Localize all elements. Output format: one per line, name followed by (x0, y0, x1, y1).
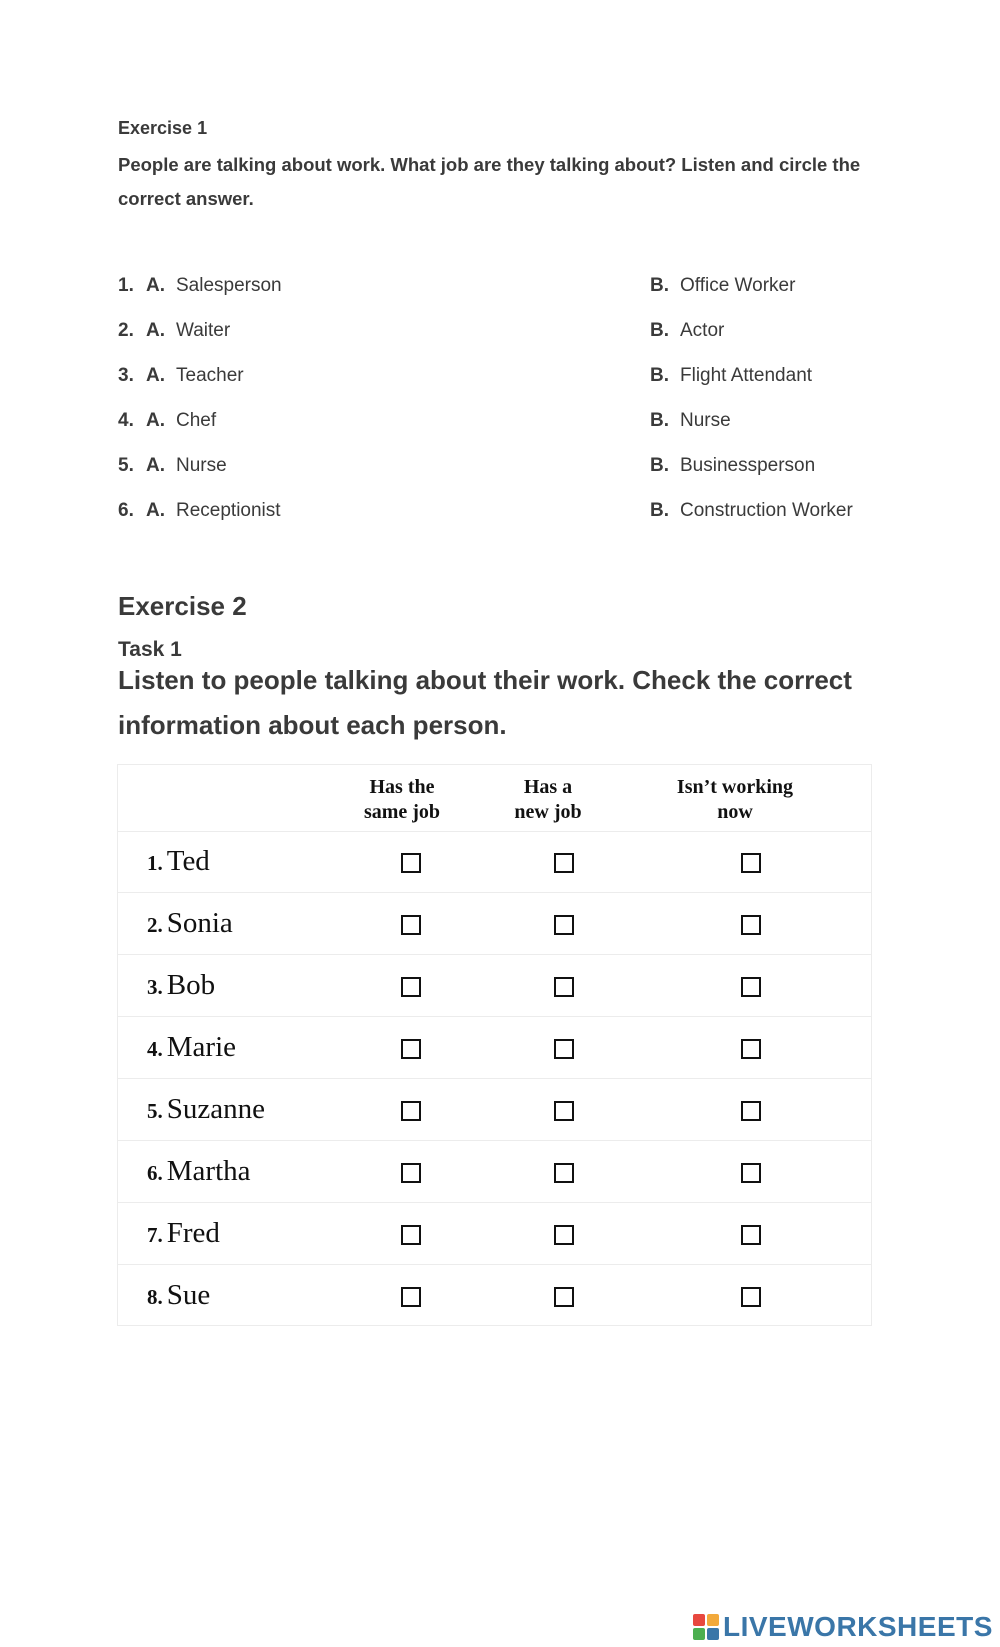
checkbox-not-working[interactable] (741, 853, 761, 873)
person-cell (147, 845, 210, 878)
person-name: Martha (166, 1155, 251, 1187)
check-table (117, 764, 872, 1326)
checkbox-new-job[interactable] (554, 1163, 574, 1183)
column-header-not-working (645, 775, 825, 825)
table-row (118, 1141, 871, 1203)
person-name: Fred (166, 1217, 220, 1249)
option-b-letter[interactable]: B. (650, 410, 669, 431)
question-number: 1. (118, 275, 134, 296)
person-number: 7. (147, 1223, 163, 1247)
table-row (118, 955, 871, 1017)
option-b-text[interactable]: Businessperson (680, 455, 816, 476)
task-instruction: Listen to people talking about their work. Check the correct information about each person. (118, 665, 852, 740)
option-b-letter[interactable]: B. (650, 500, 669, 521)
question-number: 5. (118, 455, 134, 476)
option-b-text[interactable]: Construction Worker (680, 500, 853, 521)
option-a-letter[interactable]: A. (146, 455, 165, 476)
liveworksheets-logo-icon (693, 1614, 719, 1640)
person-number: 6. (147, 1161, 163, 1185)
checkbox-same-job[interactable] (401, 1163, 421, 1183)
table-row (118, 1079, 871, 1141)
option-b-text[interactable]: Office Worker (680, 275, 796, 296)
checkbox-same-job[interactable] (401, 1101, 421, 1121)
option-a-letter[interactable]: A. (146, 365, 165, 386)
checkbox-not-working[interactable] (741, 1163, 761, 1183)
question-row (118, 365, 878, 391)
table-row (118, 1017, 871, 1079)
checkbox-not-working[interactable] (741, 1287, 761, 1307)
column-header-line: Has a (523, 776, 573, 798)
checkbox-same-job[interactable] (401, 1225, 421, 1245)
checkbox-same-job[interactable] (401, 853, 421, 873)
column-header-line: Isn’t working (676, 776, 794, 798)
exercise2-title: Exercise 2 (118, 591, 247, 621)
option-a-letter[interactable]: A. (146, 320, 165, 341)
checkbox-new-job[interactable] (554, 1287, 574, 1307)
checkbox-new-job[interactable] (554, 1039, 574, 1059)
column-header-new-job (492, 775, 604, 825)
exercise1-instruction: People are talking about work. What job are they talking about? Listen and circle the correct answer. (118, 154, 861, 209)
question-number: 2. (118, 320, 134, 341)
person-name: Bob (166, 969, 216, 1001)
person-cell (147, 1217, 220, 1250)
option-b-letter[interactable]: B. (650, 320, 669, 341)
table-header-row (118, 765, 871, 832)
exercise1-title: Exercise 1 (118, 118, 208, 138)
table-row (118, 1203, 871, 1265)
table-row (118, 831, 871, 893)
column-header-line: same job (363, 801, 441, 823)
option-a-text[interactable]: Receptionist (176, 500, 281, 521)
person-number: 4. (147, 1037, 163, 1061)
column-header-line: Has the (369, 776, 435, 798)
option-a-text[interactable]: Nurse (176, 455, 227, 476)
option-b-letter[interactable]: B. (650, 365, 669, 386)
person-number: 2. (147, 913, 163, 937)
question-number: 3. (118, 365, 134, 386)
person-name: Suzanne (166, 1093, 265, 1125)
option-b-letter[interactable]: B. (650, 455, 669, 476)
person-number: 5. (147, 1099, 163, 1123)
checkbox-not-working[interactable] (741, 1225, 761, 1245)
checkbox-same-job[interactable] (401, 915, 421, 935)
table-row (118, 893, 871, 955)
checkbox-not-working[interactable] (741, 915, 761, 935)
option-b-letter[interactable]: B. (650, 275, 669, 296)
checkbox-not-working[interactable] (741, 1039, 761, 1059)
checkbox-new-job[interactable] (554, 1101, 574, 1121)
question-row (118, 320, 878, 346)
option-b-text[interactable]: Nurse (680, 410, 731, 431)
question-row (118, 500, 878, 526)
option-a-text[interactable]: Chef (176, 410, 217, 431)
checkbox-same-job[interactable] (401, 977, 421, 997)
checkbox-new-job[interactable] (554, 1225, 574, 1245)
person-cell (147, 1155, 251, 1188)
person-cell (147, 907, 233, 940)
table-row (118, 1265, 871, 1327)
option-a-text[interactable]: Waiter (176, 320, 231, 341)
person-name: Sue (166, 1279, 211, 1311)
checkbox-same-job[interactable] (401, 1287, 421, 1307)
option-b-text[interactable]: Actor (680, 320, 725, 341)
option-a-letter[interactable]: A. (146, 500, 165, 521)
person-name: Marie (166, 1031, 236, 1063)
checkbox-not-working[interactable] (741, 977, 761, 997)
question-row (118, 455, 878, 481)
person-cell (147, 1093, 265, 1126)
person-number: 8. (147, 1285, 163, 1309)
checkbox-new-job[interactable] (554, 853, 574, 873)
checkbox-new-job[interactable] (554, 977, 574, 997)
option-a-letter[interactable]: A. (146, 275, 165, 296)
option-b-text[interactable]: Flight Attendant (680, 365, 813, 386)
question-row (118, 410, 878, 436)
question-number: 4. (118, 410, 134, 431)
person-name: Ted (166, 845, 210, 877)
checkbox-new-job[interactable] (554, 915, 574, 935)
checkbox-same-job[interactable] (401, 1039, 421, 1059)
person-cell (147, 1279, 210, 1312)
column-header-line: new job (514, 801, 582, 823)
question-row (118, 275, 878, 301)
person-name: Sonia (166, 907, 233, 939)
person-cell (147, 1031, 236, 1064)
task-title: Task 1 (118, 638, 182, 661)
checkbox-not-working[interactable] (741, 1101, 761, 1121)
column-header-same-job (346, 775, 458, 825)
person-number: 3. (147, 975, 163, 999)
option-a-text[interactable]: Salesperson (176, 275, 282, 296)
column-header-line: now (717, 801, 753, 823)
logo-text: LIVEWORKSHEETS (723, 1611, 993, 1642)
question-number: 6. (118, 500, 134, 521)
option-a-letter[interactable]: A. (146, 410, 165, 431)
person-cell (147, 969, 215, 1002)
person-number: 1. (147, 851, 163, 875)
option-a-text[interactable]: Teacher (176, 365, 244, 386)
